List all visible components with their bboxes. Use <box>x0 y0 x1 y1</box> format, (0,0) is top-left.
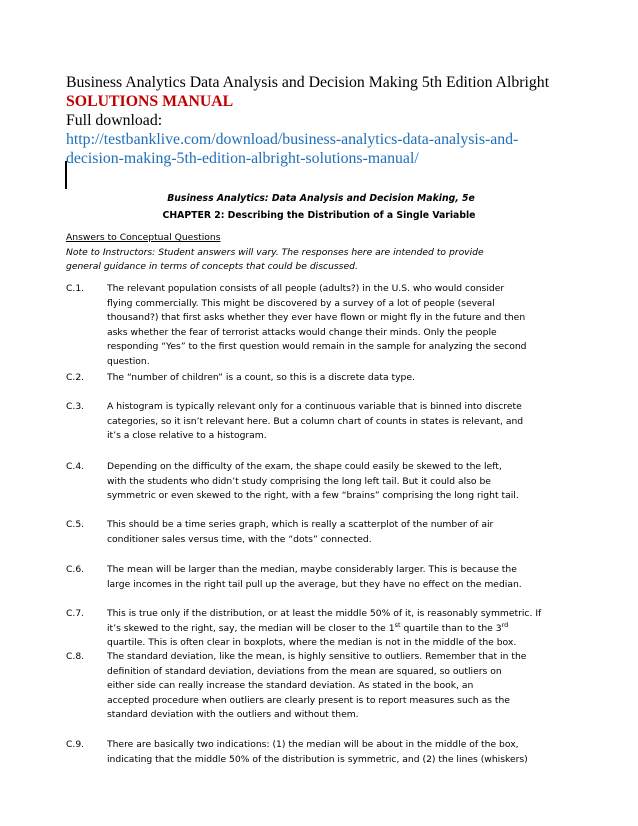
book-title-line: Business Analytics Data Analysis and Decision Making 5th Edition Albright <box>66 74 550 91</box>
answer-number: C.4. <box>66 461 85 472</box>
full-download-label: Full download: <box>66 112 163 129</box>
answer-text-part: quartile. This is often clear in boxplots, where the median is not in the middle of the box. <box>107 637 517 649</box>
answer-number: C.2. <box>66 372 85 383</box>
chapter-heading: CHAPTER 2: Describing the Distribution of a Single Variable <box>162 210 476 221</box>
answer-text: Depending on the difficulty of the exam, the shape could easily be skewed to the left, with the students who didn’t study comprising the long left tail. But it could also be symmetric or even skewed to the right, with a few “brains” comprising the long right tail. <box>107 461 519 502</box>
answer-item <box>66 650 576 723</box>
answer-item <box>66 607 576 651</box>
answer-item <box>66 282 576 370</box>
answer-text <box>107 607 576 651</box>
answer-number: C.8. <box>66 651 85 662</box>
download-link-line-2[interactable]: decision-making-5th-edition-albright-solutions-manual/ <box>66 150 419 167</box>
intro-block <box>66 231 576 275</box>
book-heading: Business Analytics: Data Analysis and Decision Making, 5e <box>167 193 475 204</box>
answer-text: The mean will be larger than the median, maybe considerably larger. This is because the large incomes in the right tail pull up the average, but they have no effect on the median. <box>107 564 522 590</box>
text-cursor <box>65 161 67 189</box>
ordinal-suffix: rd <box>501 620 509 629</box>
answer-item <box>66 460 576 504</box>
section-title: Answers to Conceptual Questions <box>66 232 221 243</box>
solutions-manual-label: SOLUTIONS MANUAL <box>66 93 234 110</box>
answer-text: The standard deviation, like the mean, is highly sensitive to outliers. Remember that in the definition of standard deviation, deviations from the mean are squared, so outliers on either side can really increase the standard deviation. As stated in the book, an accepted procedure when outliers are clearly present is to report measures such as the standard deviation with the outliers and without them. <box>107 651 527 721</box>
answer-text: A histogram is typically relevant only for a continuous variable that is binned into discrete categories, so it isn’t relevant here. But a column chart of counts in states is relevant, and it’s a close relative to a histogram. <box>107 401 524 442</box>
answer-item <box>66 371 576 386</box>
answer-item <box>66 518 576 547</box>
answer-item <box>66 400 576 444</box>
answer-number: C.1. <box>66 283 85 294</box>
download-header <box>66 73 606 168</box>
instructor-note-line-2: general guidance in terms of concepts that could be discussed. <box>66 261 358 273</box>
answer-item <box>66 738 576 767</box>
instructor-note-line-1: Note to Instructors: Student answers will vary. The responses here are intended to provide <box>66 246 484 258</box>
answer-item <box>66 563 576 592</box>
download-link-line-1[interactable]: http://testbanklive.com/download/business-analytics-data-analysis-and- <box>66 131 519 148</box>
answer-number: C.6. <box>66 564 85 575</box>
answer-text-part: quartile than to the 3 <box>400 622 502 634</box>
answer-text: This should be a time series graph, which is really a scatterplot of the number of air conditioner sales versus time, with the “dots” connected. <box>107 519 494 545</box>
answer-number: C.5. <box>66 519 85 530</box>
answer-number: C.9. <box>66 739 85 750</box>
ordinal-suffix: st <box>394 620 401 629</box>
answer-text: There are basically two indications: (1) the median will be about in the middle of the box, indicating that the middle 50% of the distribution is symmetric, and (2) the lines (whiskers) <box>107 739 528 765</box>
answer-text-part: This is true only if the distribution, or at least the middle 50% of it, is reasonably symmetric. If it’s skewed to the right, say, the median will be closer to the 1 <box>107 608 542 634</box>
answer-number: C.3. <box>66 401 85 412</box>
answer-text: The relevant population consists of all people (adults?) in the U.S. who would consider flying commercially. This might be discovered by a survey of a lot of people (several thousand?) that first asks whether they ever have flown or might fly in the future and then asks whether the fear of terrorist attacks would change their minds. Only the people responding “Yes” to the first question would remain in the sample for analyzing the second question. <box>107 283 527 367</box>
answer-text: The “number of children” is a count, so this is a discrete data type. <box>107 372 415 383</box>
answer-number: C.7. <box>66 608 85 619</box>
